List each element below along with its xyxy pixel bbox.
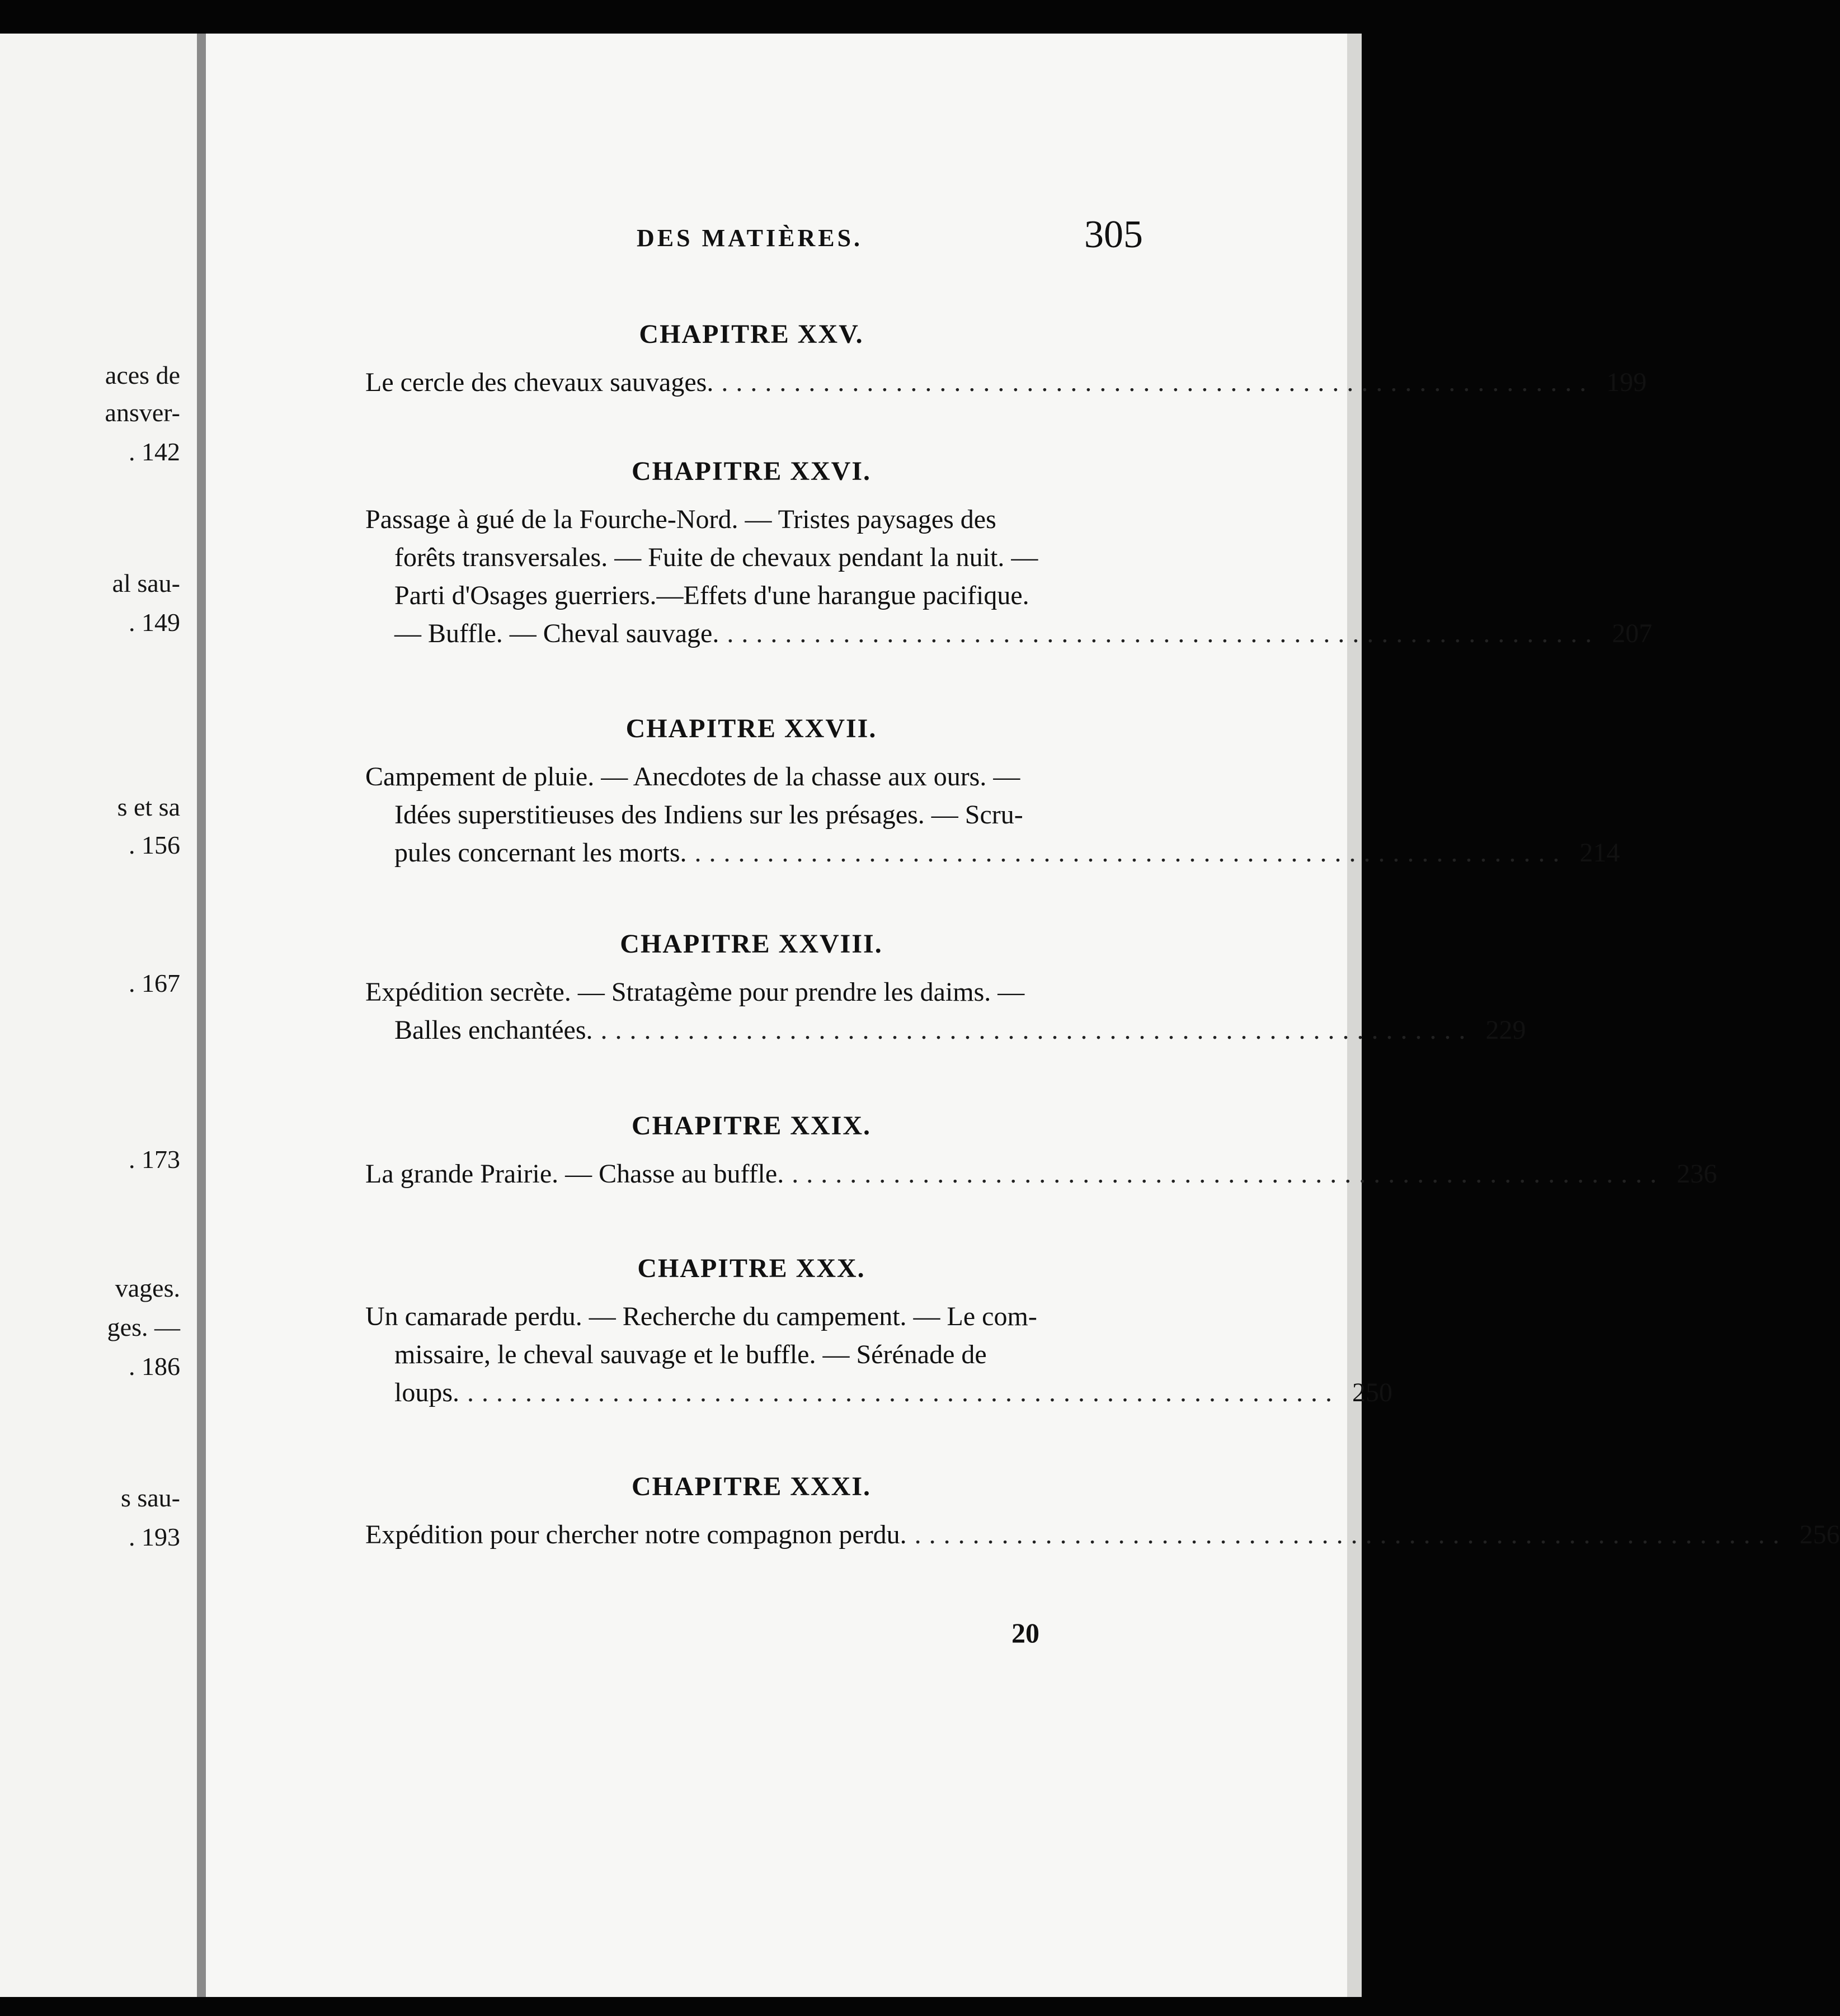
toc-text: Balles enchantées. [394,1015,593,1045]
running-title: DES MATIÈRES. [637,224,863,252]
left-fragment: ansver- [105,398,180,427]
toc-entry [365,364,1647,402]
toc-text: La grande Prairie. — Chasse au buffle. [365,1159,784,1189]
toc-entry [365,1516,1840,1554]
leader-dots: ............................................................ [914,1520,1787,1549]
book-gutter [197,34,206,1997]
toc-text: Expédition pour chercher notre compagnon perdu. [365,1520,907,1549]
toc-line: Passage à gué de la Fourche-Nord. — Tristes paysages des [365,505,996,534]
toc-line [365,1011,1526,1049]
toc-text: loups. [394,1378,460,1407]
toc-line [365,834,1620,872]
toc-page-number: 229 [1485,1015,1526,1045]
toc-entry [365,501,1653,653]
toc-page-number: 250 [1352,1378,1393,1407]
left-fragment: aces de [105,361,180,389]
left-fragment: . 193 [129,1523,180,1551]
page-number: 305 [1084,213,1143,256]
toc-line: Campement de pluie. — Anecdotes de la chasse aux ours. — [365,762,1020,792]
left-fragment: . 186 [129,1352,180,1381]
toc-line: Idées superstitieuses des Indiens sur les présages. — Scru- [394,800,1023,830]
toc-line [365,1374,1393,1412]
left-fragment: . 142 [129,437,180,466]
leader-dots: ............................................................ [721,368,1594,397]
chapter-heading: CHAPITRE XXIX. [631,1111,872,1141]
leader-dots: ............................................................ [694,838,1568,868]
toc-line [365,1155,1717,1193]
toc-page-number: 256 [1799,1520,1840,1549]
chapter-heading: CHAPITRE XXV. [639,319,864,349]
left-fragment: s sau- [120,1483,180,1512]
leader-dots: ............................................................ [600,1015,1474,1045]
toc-text: pules concernant les morts. [394,838,687,868]
left-fragment: . 173 [129,1145,180,1174]
left-fragment: ges. — [107,1313,180,1341]
left-fragment: . 156 [129,831,180,859]
toc-page-number: 199 [1606,368,1647,397]
toc-page-number: 207 [1612,619,1653,648]
toc-line: forêts transversales. — Fuite de chevaux pendant la nuit. — [394,543,1038,572]
toc-line: missaire, le cheval sauvage et le buffle. — Sérénade de [394,1340,987,1369]
toc-page-number: 236 [1677,1159,1717,1189]
toc-entry [365,1298,1393,1412]
chapter-heading: CHAPITRE XXVI. [631,456,872,486]
toc-text: Le cercle des chevaux sauvages. [365,368,714,397]
toc-text: — Buffle. — Cheval sauvage. [394,619,719,648]
chapter-heading: CHAPITRE XXXI. [631,1472,872,1501]
chapter-heading: CHAPITRE XXVII. [625,714,877,743]
leader-dots: ............................................................ [727,619,1600,648]
chapter-heading: CHAPITRE XXVIII. [620,929,883,959]
signature-mark: 20 [1011,1617,1039,1648]
toc-line: Expédition secrète. — Stratagème pour prendre les daims. — [365,977,1025,1007]
toc-line [365,1516,1840,1554]
leader-dots: ............................................................ [467,1378,1340,1407]
left-fragment: s et sa [117,793,180,821]
right-page [206,34,1840,1997]
toc-line [365,615,1653,653]
left-fragment: . 167 [129,969,180,997]
leader-dots: ............................................................ [792,1159,1665,1189]
toc-line [365,364,1647,402]
toc-line: Parti d'Osages guerriers.—Effets d'une harangue pacifique. [394,581,1029,610]
left-page [0,34,197,1997]
toc-page-number: 214 [1579,838,1620,868]
toc-line: Un camarade perdu. — Recherche du campement. — Le com- [365,1302,1037,1331]
left-fragment: vages. [115,1274,180,1302]
toc-entry [365,973,1526,1049]
chapter-heading: CHAPITRE XXX. [637,1254,865,1283]
left-fragment: al sau- [112,569,180,597]
toc-entry [365,758,1620,872]
left-fragment: . 149 [129,608,180,637]
toc-entry [365,1155,1717,1193]
